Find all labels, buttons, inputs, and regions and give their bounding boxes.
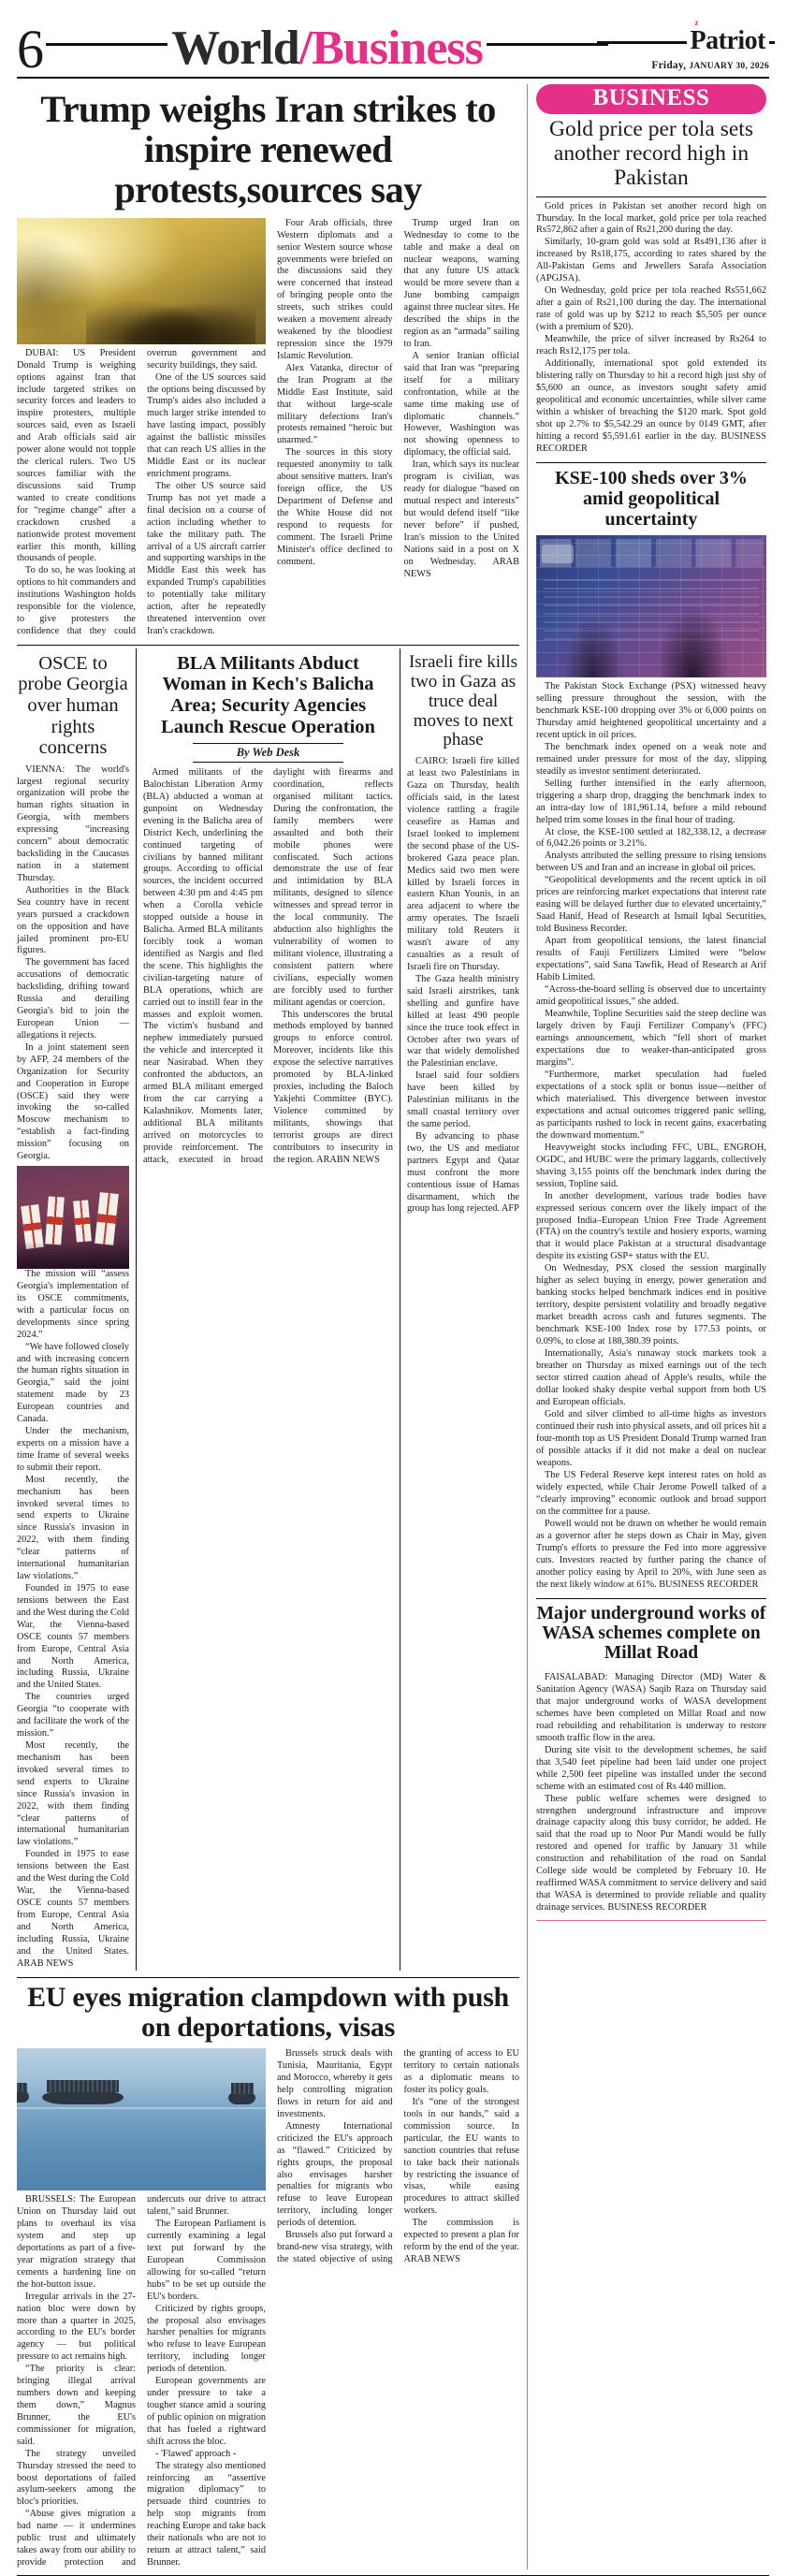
page-body <box>17 84 769 2569</box>
lead-paragraph: To do so, he was looking at options to hit commanders and institutions Washington holds responsible for the violence, to give protesters the confidence that they could overrun government and security buildings, they said. <box>17 347 266 636</box>
eu-paragraph: “The priority is clear: bringing illegal arrival numbers down and keeping them down,” Magnus Brunner, the EU's commissioner for migration, said. <box>17 2364 136 2447</box>
bla-byline: By Web Desk <box>193 743 342 763</box>
gaza-paragraph: By advancing to phase two, the US and mediator partners Egypt and Qatar must confront the more contentious issue of Hamas disarmament, which the group has long rejected. AFP <box>407 1130 519 1215</box>
kse-paragraph: Meanwhile, Topline Securities said the steep decline was largely driven by Fauji Fertilizer Company's (FFC) earnings announcement, which “fell short of market expectations due to weaker-than-anticipated gross margins”. <box>536 1009 766 1068</box>
kse-paragraph: The benchmark index opened on a weak note and remained under pressure for most of the day, slipping steadily as investor sentiment deteriorated. <box>536 741 766 777</box>
kse-paragraph: “Geopolitical developments and the recent uptick in oil prices are reinforcing market expectations that interest rate easing will be delayed further due to elevated uncertainty,” Saad Hanif, Head of Research at Ismail Iqbal Securities, told Business Recorder. <box>536 875 766 935</box>
eu-paragraph: It's “one of the strongest tools in our hands,” said a commission source. In particular, the EU wants to sanction countries that refuse to take back their nationals by restricting the issuance of visas, while easing procedures to attract skilled workers. <box>403 2096 519 2217</box>
brand-name: Patriot <box>690 26 765 55</box>
kse-paragraph: In another development, various trade bodies have expressed serious concern over the likely impact of the proposed India–European Union Free Trade Agreement (FTA) on the country's textile and hosiery exports, warning that it would place Pakistan at a structural disadvantage despite its existing GSP+ status with the EU. <box>536 1190 766 1262</box>
page-number: 6 <box>17 19 42 80</box>
kse-paragraph: Powell would not be drawn on whether he would remain as a governor after he steps down as Chair in May, given Trump's efforts to pressure the Fed into more aggressive cuts. Investors reacted by further paring the chance of another policy easing by April to 20%, with June seen as the next likely window at 61%. BUSINESS RECORDER <box>536 1518 766 1590</box>
article-eu <box>17 1983 519 2569</box>
eu-paragraph: The commission is expected to present a plan for reform by the end of the year. ARAB NEWS <box>403 2218 519 2264</box>
kse-paragraph: Heavyweight stocks including FFC, UBL, ENGROH, OGDC, and HUBC were the primary laggards, collectively shaving 3,155 points off the benchmark index during the session, Topline said. <box>536 1142 766 1189</box>
eu-paragraph: “Abuse gives migration a bad name — it undermines public trust and ultimately takes away from our ability to provide protection and undercuts our drive to attract talent,” said Brunner. <box>17 2194 266 2568</box>
lead-paragraph: DUBAI: US President Donald Trump is weighing options against Iran that include targeted strikes on security forces and leaders to inspire protesters, multiple sources said, even as Israeli and Arab officials said air power alone would not topple the clerical rulers. Two US sources familiar with the discussions said Trump wanted to create conditions for “regime change” after a crackdown crushed a nationwide protest movement earlier this month, killing thousands of people. <box>17 347 136 564</box>
eu-headline: EU eyes migration clampdown with push on deportations, visas <box>27 1981 509 2043</box>
eu-paragraph: The strategy unveiled Thursday stressed the need to boost deportations of failed asylum-seekers among the bloc's priorities. <box>17 2448 136 2508</box>
lead-photo <box>17 218 266 344</box>
osce-paragraph: Authorities in the Black Sea country have in recent years pursued a crackdown on the opposition and have jailed prominent pro-EU figures. <box>17 884 129 956</box>
gaza-paragraph: CAIRO: Israeli fire killed at least two Palestinians in Gaza on Thursday, health officials said, in the latest violence rattling a fragile ceasefire as Hamas and Israel looked to implement the second phase of the US-brokered Gaza peace plan. Medics said two men were killed by Israeli forces in eastern Khan Younis, in an area adjacent to where the army operates. The Israeli military told Reuters it wasn't aware of any casualties as a result of Israeli fire on Thursday. <box>407 756 519 973</box>
wasa-headline: Major underground works of WASA schemes complete on Millat Road <box>536 1603 766 1664</box>
rule <box>536 1598 766 1599</box>
lead-headline: Trump weighs Iran strikes to inspire renewed protests,sources say <box>40 88 496 211</box>
gold-paragraph: On Wednesday, gold price per tola reached Rs551,662 after a gain of Rs21,100 during the day. The international rate of gold was up by $212 to reach $5,505 per ounce (with a premium of $20). <box>536 285 766 333</box>
kse-headline: KSE-100 sheds over 3% amid geopolitical uncertainty <box>555 467 748 530</box>
lead-paragraph: Trump urged Iran on Wednesday to come to the table and make a deal on nuclear weapons, warning that any future US attack would be more severe than a June bombing campaign against three nuclear sites. He described the ships in the region as an “armada” sailing to Iran. <box>403 217 519 349</box>
date-day: Friday, <box>651 60 687 71</box>
gold-headline: Gold price per tola sets another record high in Pakistan <box>549 117 753 190</box>
lead-paragraph: Alex Vatanka, director of the Iran Program at the Middle East Institute, said that without large-scale military defections Iran's protests remained “heroic but unarmed.” <box>277 362 393 446</box>
rule <box>536 462 766 463</box>
lead-paragraph: The other US source said Trump has not yet made a final decision on a course of action including whether to take the military path. The arrival of a US aircraft carrier and supporting warships in the Middle East this week has expanded Trump's capabilities to potentially take military action, after he repeatedly threatened intervention over Iran's crackdown. <box>147 480 266 636</box>
lead-paragraph: The sources in this story requested anonymity to talk about sensitive matters. Iran's foreign office, the US Department of Defense and the White House did not respond to requests for comment. The Israeli Prime Minister's office declined to comment. <box>277 447 393 567</box>
eu-paragraph: Amnesty International criticized the EU's approach as “flawed.” Criticized by rights groups, the proposal also envisages harsher penalties for migrants who refuse to leave European territory, including longer periods of detention. <box>277 2120 393 2229</box>
gold-paragraph: Meanwhile, the price of silver increased by Rs264 to reach Rs12,175 per tola. <box>536 334 766 357</box>
date-full: JANUARY 30, 2026 <box>689 62 769 71</box>
eu-paragraph: The European Parliament is currently examining a legal text put forward by the European Commission allowing for so-called “return hubs” to be set up outside the EU's borders. <box>147 2219 266 2302</box>
kse-paragraph: On Wednesday, PSX closed the session marginally higher as select buying in energy, power generation and banking stocks helped benchmark indices end in positive territory, despite persistent volatility and broadly negative market breadth across cash and futures segments. The benchmark KSE-100 Index rose by 177.53 points, or 0.09%, to close at 188,380.39 points. <box>536 1263 766 1347</box>
gaza-paragraph: Israel said four soldiers have been killed by Palestinian militants in the small coastal territory over the same period. <box>407 1070 519 1129</box>
business-bottom-rule <box>536 1920 766 1921</box>
section-word-world: World <box>171 22 299 75</box>
osce-headline: OSCE to probe Georgia over human rights concerns <box>18 652 128 759</box>
osce-paragraph: Founded in 1975 to ease tensions between the East and the West during the Cold War, the Vienna-based OSCE counts 57 members from Europe, Central Asia and North America, including Russia, Ukraine and the United States. ARAB NEWS <box>17 1849 129 1969</box>
masthead <box>17 11 769 80</box>
eu-paragraph: - 'Flawed' approach - <box>155 2448 237 2459</box>
news-zone <box>17 84 527 2569</box>
eu-paragraph: BRUSSELS: The European Union on Thursday laid out plans to overhaul its visa system and step up deportations as part of a five-year migration strategy that cements a hardening line on the hot-button issue. <box>17 2194 136 2290</box>
wasa-paragraph: These public welfare schemes were designed to strengthen underground infrastructure and improve drainage capacity along this busy corridor, he added. He said that the road up to Noor Pur Mandi would be fully restored and opened for traffic by January 31 while construction and rehabilitation of the road on Sandal College side would be completed by February 10. He reaffirmed WASA commitment to service delivery and said that WASA is determined to provide reliable and quality drainage services. BUSINESS RECORDER <box>536 1793 766 1914</box>
section-divider <box>17 645 519 646</box>
kse-paragraph: The US Federal Reserve kept interest rates on hold as widely expected, while Chair Jerome Powell talked of a “clearly improving” economic outlook and broad support on the committee for a pause. <box>536 1469 766 1517</box>
eu-paragraph: European governments are under pressure to take a tougher stance amid a souring of public opinion on migration that has fueled a rightward shift across the bloc. <box>147 2376 266 2447</box>
article-bla <box>137 648 400 1971</box>
lead-paragraph: A senior Iranian official said that Iran was “preparing itself for a military confrontation, while at the same time making use of diplomatic channels.” However, Washington was not showing openness to diplomacy, the official said. <box>403 350 519 458</box>
lead-paragraph: Iran, which says its nuclear program is civilian, was ready for dialogue “based on mutual respect and interests” but would defend itself “like never before” if pushed, Iran's mission to the United Nations said in a post on X on Wednesday. ARAB NEWS <box>403 459 519 579</box>
business-zone <box>528 84 766 2569</box>
osce-paragraph: The mission will “assess Georgia's implementation of its OSCE commitments, with a particular focus on developments since spring 2024.” <box>17 1269 129 1340</box>
kse-paragraph: Gold and silver climbed to all-time highs as investors continued their rush into physical assets, and oil prices hit a four-month top as US President Donald Trump warned Iran of possible attacks if it did not make a deal on nuclear weapons. <box>536 1409 766 1468</box>
lead-paragraph: Four Arab officials, three Western diplomats and a senior Western source whose governments were briefed on the discussions said they were concerned that instead of bringing people onto the streets, such strikes could weaken a movement already weakened by the bloodiest repression since the 1979 Islamic Revolution. <box>277 217 393 361</box>
brand-box <box>612 18 769 73</box>
georgia-protest-photo <box>17 1166 129 1269</box>
osce-paragraph: Under the mechanism, experts on a mission have a time frame of several weeks to submit their report. <box>17 1426 129 1473</box>
kse-paragraph: “Furthermore, market speculation had fueled expectations of a stock split or bonus issue—neither of which materialised. This divergence between investor expectations and actual outcomes triggered panic selling, as participants rushed to lock in recent gains, exacerbating the downward momentum.” <box>536 1069 766 1141</box>
bla-headline: BLA Militants Abduct Woman in Kech's Balicha Area; Security Agencies Launch Rescue Operation <box>161 652 375 737</box>
migrant-boat-photo <box>17 2048 266 2190</box>
eu-paragraph: Brussels struck deals with Tunisia, Mauritania, Egypt and Morocco, whereby it gets help controlling migration flows in return for aid and investments. <box>277 2048 393 2119</box>
gaza-paragraph: The Gaza health ministry said Israeli airstrikes, tank shelling and gunfire have killed at least 490 people since the truce took effect in October after two years of war that widely demolished the Palestinian enclave. <box>407 973 519 1070</box>
business-badge: BUSINESS <box>536 84 766 114</box>
section-divider <box>17 1977 519 1978</box>
masthead-divider <box>17 77 769 79</box>
gaza-headline: Israeli fire kills two in Gaza as truce deal moves to next phase <box>408 651 518 750</box>
gold-paragraph: Gold prices in Pakistan set another record high on Thursday. In the local market, gold price per tola reached Rs572,862 after a gain of Rs21,200 during the day. <box>536 200 766 236</box>
eu-paragraph: Brussels also put forward a brand-new visa strategy, with the stated objective of using the granting of access to EU territory to certain nationals as a diplomatic means to foster its policy goals. <box>277 2048 519 2264</box>
article-gaza <box>400 648 519 1971</box>
section-word-business: Business <box>312 22 483 75</box>
bla-paragraph: This underscores the brutal methods employed by banned groups to enforce control. Moreover, incidents like this expose the selective narratives promoted by BLA-linked proxies, including the Baloch Yakjehti Committee (BYC). Violence committed by militants, showings that terrorist groups are direct contributors to insecurity in the region. ARABN NEWS <box>273 1009 393 1165</box>
eu-paragraph: Irregular arrivals in the 27-nation bloc were down by more than a quarter in 2025, according to the EU's border agency — but political pressure to act remains high. <box>17 2291 136 2363</box>
section-title <box>42 24 612 73</box>
osce-paragraph: Most recently, the mechanism has been invoked several times to send experts to Ukraine since Russia's invasion in 2022, with them finding “clear patterns of international humanitarian law violations.” <box>17 1740 129 1848</box>
osce-paragraph: The government has faced accusations of democratic backsliding, drifting toward Russia and derailing Georgia's bid to join the European Union — allegations it rejects. <box>17 957 129 1041</box>
rule <box>536 196 766 197</box>
dateline <box>612 60 769 71</box>
kse-paragraph: The Pakistan Stock Exchange (PSX) witnessed heavy selling pressure throughout the session, with the benchmark KSE-100 dropping over 3% or 6,000 points on Thursday amid heightened geopolitical uncertainty and a recent uptick in oil prices. <box>536 680 766 740</box>
eu-paragraph: The strategy also mentioned reinforcing an “assertive migration diplomacy” to persuade third countries to help stop migrants from reaching Europe and take back their nationals who are not to return at attract talent,” said Brunner. <box>147 2460 266 2568</box>
kse-paragraph: At close, the KSE-100 settled at 182,338.12, a decrease of 6,042.26 points or 3.21%. <box>536 826 766 850</box>
osce-paragraph: VIENNA: The world's largest regional security organization will probe the human rights situation in Georgia, with members expressing “increasing concern” about democratic backsliding in the Caucasus nation in a statement Thursday. <box>17 764 129 883</box>
osce-paragraph: The countries urged Georgia “to cooperate with and facilitate the work of the mission.” <box>17 1692 129 1739</box>
brand-mark: z <box>694 18 699 27</box>
kse-paragraph: Internationally, Asia's runaway stock markets took a breather on Thursday as mixed earnings out of the tech sector stirred caution ahead of Apple's results, while the dollar looked shaky despite verbal support from both US and European officials. <box>536 1348 766 1408</box>
lead-paragraph: One of the US sources said the options being discussed by Trump's aides also included a much larger strike intended to have lasting impact, possibly against the ballistic missiles that can reach US allies in the Middle East or its nuclear enrichment programs. <box>147 371 266 479</box>
gold-paragraph: Similarly, 10-gram gold was sold at Rs491,136 after it increased by Rs18,175, according to rates shared by the All-Pakistan Gems and Jewellers Sarafa Association (APGJSA). <box>536 237 766 284</box>
kse-paragraph: Analysts attributed the selling pressure to rising tensions between US and Iran and an increase in global oil prices. <box>536 851 766 874</box>
section-slash: / <box>298 22 313 75</box>
psx-trading-photo <box>536 535 766 677</box>
wasa-paragraph: FAISALABAD: Managing Director (MD) Water & Sanitation Agency (WASA) Saqib Raza on Thursday said that major underground works of WASA development schemes have been completed on Millat Road and now road rebuilding and rehabilitation is underway to restore smooth traffic flow in the area. <box>536 1671 766 1743</box>
osce-paragraph: “We have followed closely and with increasing concern the human rights situation in Georgia,” said the joint statement made by 23 European countries and Canada. <box>17 1341 129 1425</box>
bla-paragraph: Armed militants of the Balochistan Liberation Army (BLA) abducted a woman at gunpoint on Wednesday evening in the Balicha area of District Kech, underlining the continued targeting of civilians by banned militant groups. According to official sources, the incident occurred between 4:30 pm and 4:45 pm when a Corolla vehicle stopped outside a house in Balicha. Armed BLA militants forcibly took a woman identified as Nargis and fled the scene. This highlights the civilian-targeting nature of BLA operations, which are carried out to instill fear in the masses and exploit women. The victim's husband and nephew immediately pursued the vehicle and intercepted it near Nasirabad. When they confronted the abductors, an armed BLA militant emerged from the car carrying a Kalashnikov. Moments later, additional BLA militants arrived on motorcycles to provide reinforcement. The attack, executed in broad daylight with firearms and coordination, reflects organised militant tactics. During the confrontation, the family members were assaulted and both their mobile phones were confiscated. Such actions demonstrate the use of fear and intimidation by BLA militants, designed to silence witnesses and spread terror in the local community. The abduction also highlights the vulnerability of women to militant violence, illustrating a consistent pattern where civilians, especially women are forcibly used to further militant agendas or coercion. <box>143 767 393 1165</box>
eu-paragraph: Criticized by rights groups, the proposal also envisages harsher penalties for migrants who refuse to leave European territory, including longer periods of detention. <box>147 2303 266 2375</box>
gold-paragraph: Additionally, international spot gold extended its blistering rally on Thursday to hit a record high just shy of $5,600 an ounce, as investors sought safety amid geopolitical and economic uncertainties, while silver came within a whisker of breaching the $120 mark. Spot gold shot up 2.7% to $5,542.29 an ounce by 0149 GMT, after hitting a record $5,591.61 earlier in the day. BUSINESS RECORDER <box>536 358 766 454</box>
osce-paragraph: Founded in 1975 to ease tensions between the East and the West during the Cold War, the Vienna-based OSCE counts 57 members from Europe, Central Asia and North America, including Russia, Ukraine and the United States. <box>17 1583 129 1691</box>
article-osce <box>17 648 136 1971</box>
kse-paragraph: “Across-the-board selling is observed due to uncertainty amid geopolitical issues,” she added. <box>536 984 766 1008</box>
wasa-paragraph: During site visit to the development schemes, he said that 3,540 feet pipeline had been laid under one project while 2,500 feet pipeline was installed under the second scheme with an estimated cost of Rs 440 million. <box>536 1744 766 1792</box>
kse-paragraph: Apart from geopolitical tensions, the latest financial results of Fauji Fertilizers Limited were “below expectations”, said Sana Tawfik, Head of Research at Arif Habib Limited. <box>536 936 766 983</box>
osce-paragraph: Most recently, the mechanism has been invoked several times to send experts to Ukraine since Russia's invasion in 2022, with them finding “clear patterns of international humanitarian law violations.” <box>17 1474 129 1582</box>
osce-paragraph: In a joint statement seen by AFP, 24 members of the Organization for Security and Cooperation in Europe (OSCE) said they were invoking the so-called Moscow mechanism to “establish a fact-finding mission” focusing on Georgia. <box>17 1041 129 1162</box>
kse-paragraph: Selling further intensified in the early afternoon, triggering a sharp drop, dragging the benchmark index to an intra-day low of 181,961.14, before a mild rebound helped trim some losses in the final hour of trading. <box>536 778 766 825</box>
